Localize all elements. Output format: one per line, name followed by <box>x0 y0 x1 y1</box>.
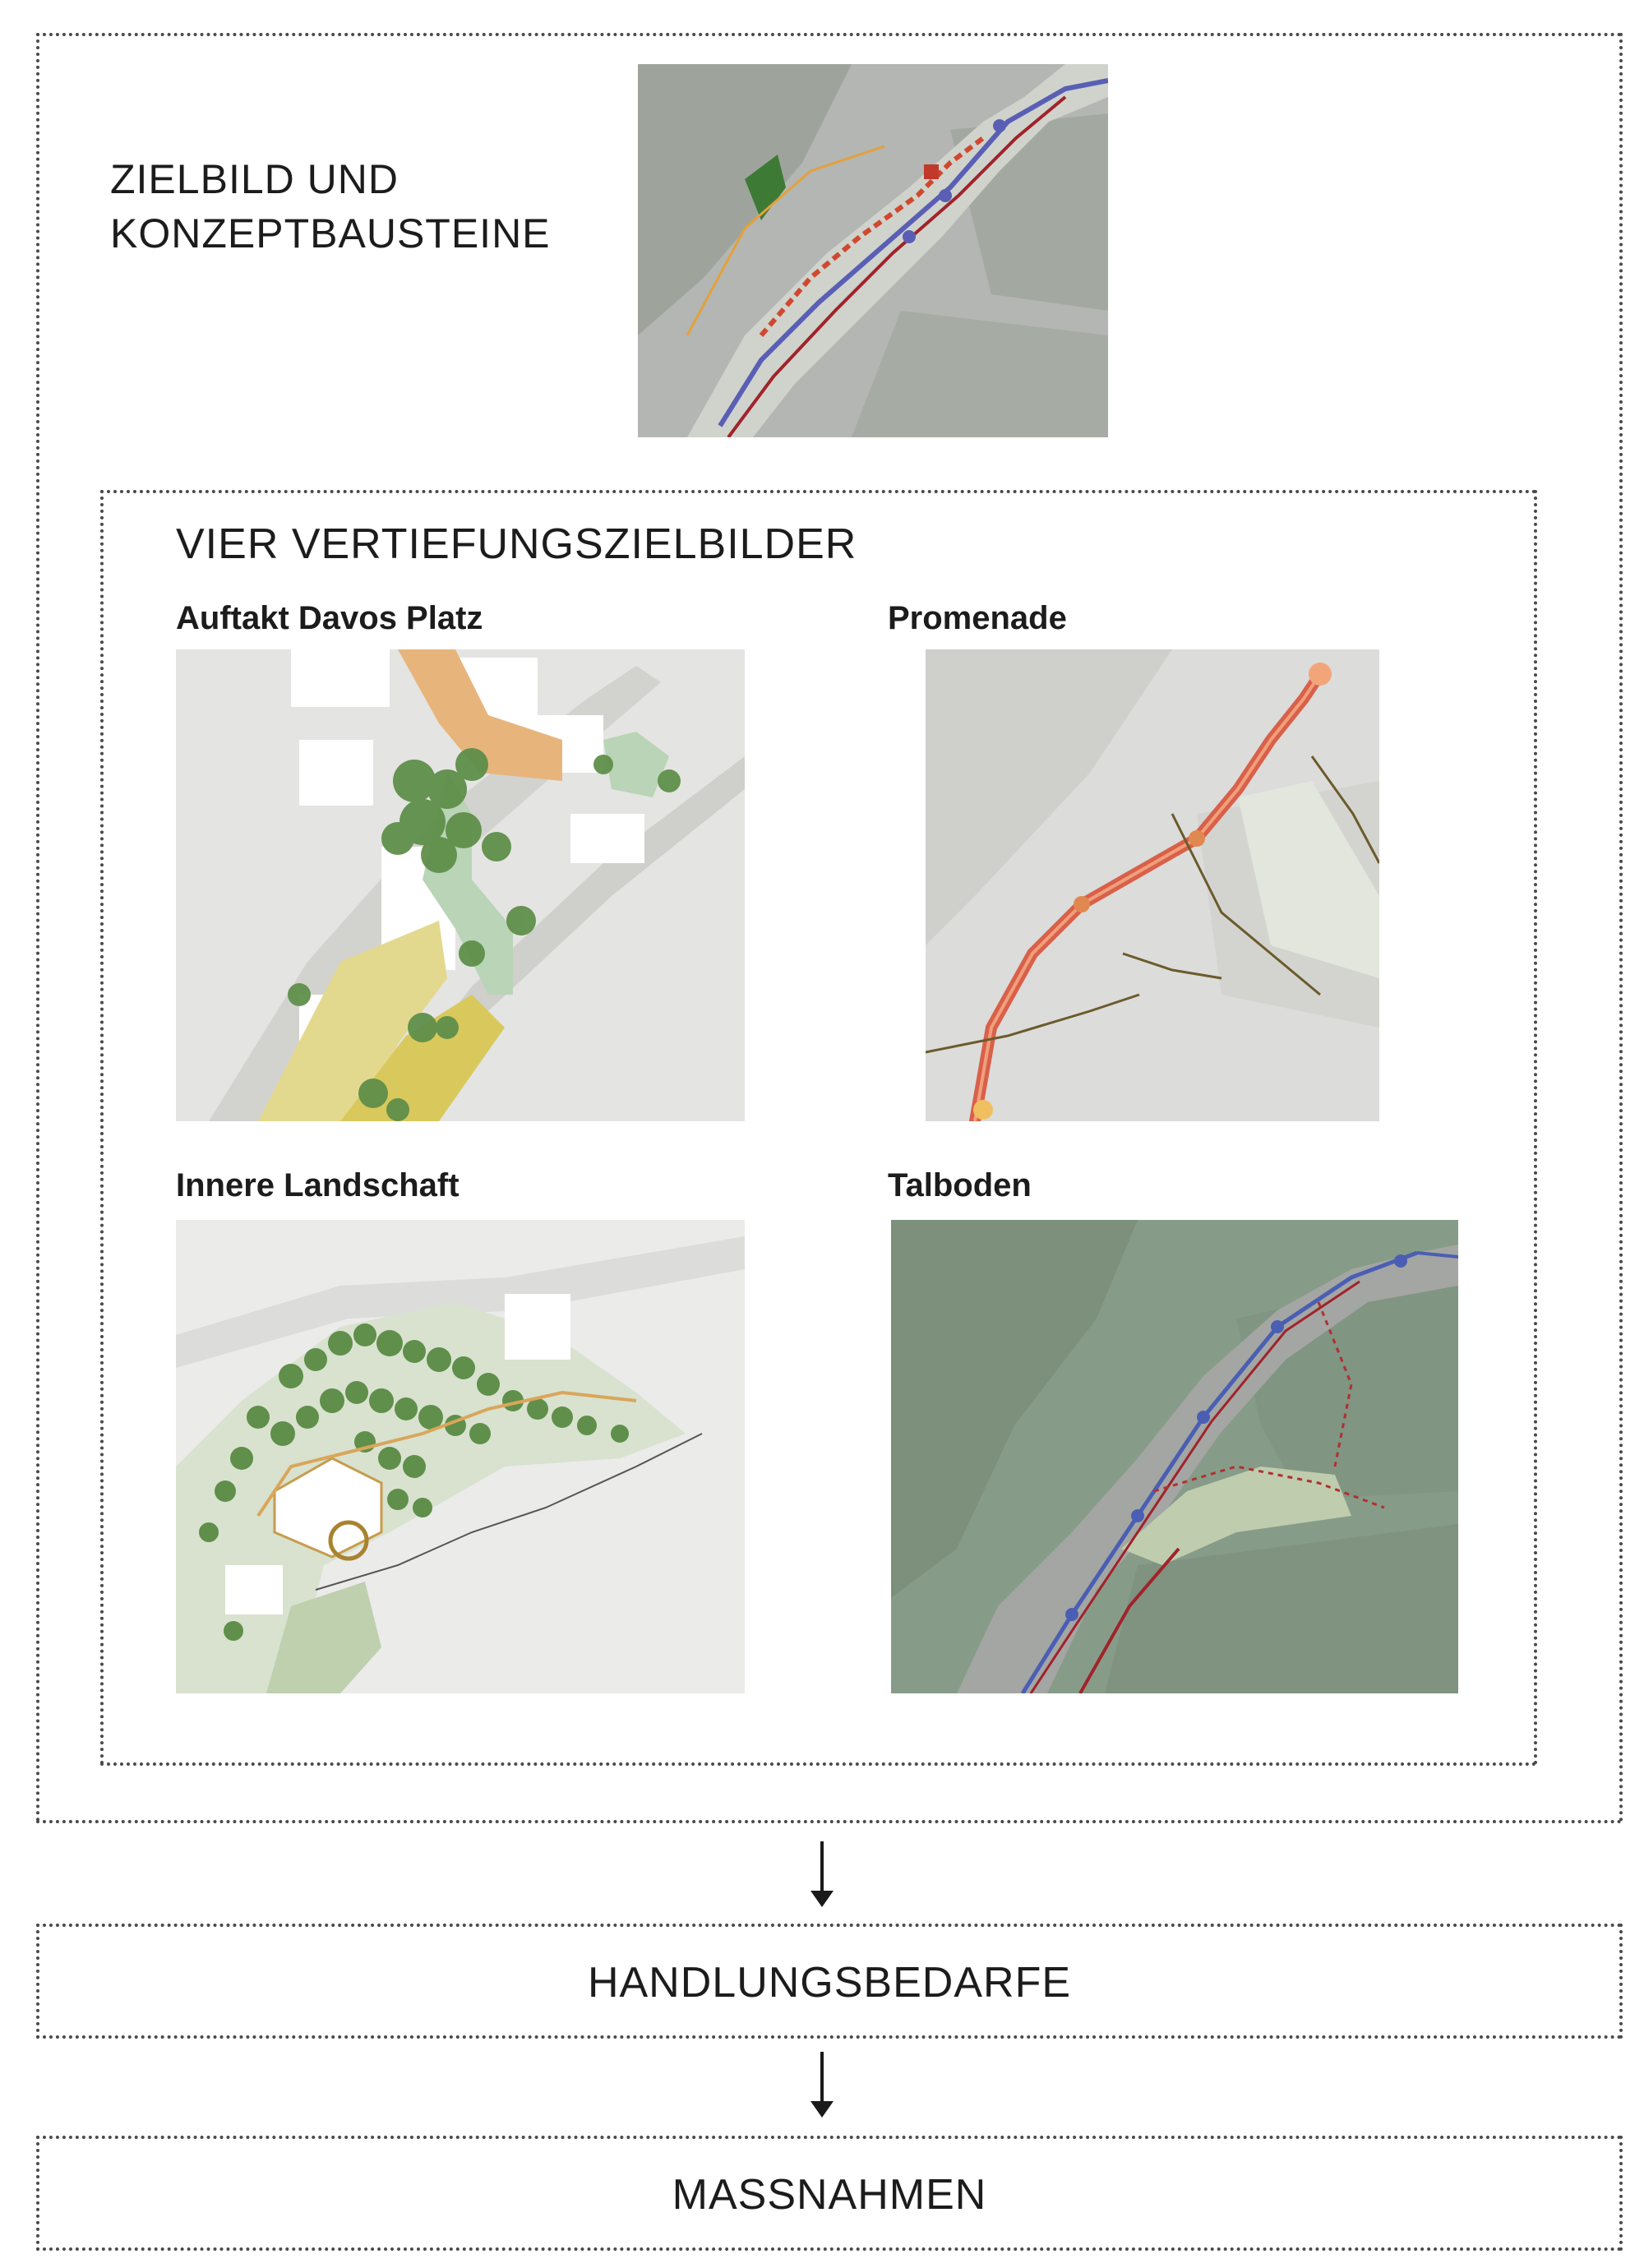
handlungsbedarfe-box <box>36 1924 1623 2039</box>
panel-title-promenade: Promenade <box>888 600 1067 636</box>
flow-arrow-down-2 <box>806 2052 838 2119</box>
zielbild-title-line1: ZIELBILD UND <box>110 156 399 202</box>
overview-map <box>638 64 1108 437</box>
panel-title-innere-landschaft: Innere Landschaft <box>176 1167 459 1203</box>
massnahmen-box <box>36 2136 1623 2251</box>
map-promenade <box>926 649 1379 1121</box>
map-auftakt-davos-platz <box>176 649 745 1121</box>
massnahmen-label: MASSNAHMEN <box>672 2171 987 2219</box>
handlungsbedarfe-label: HANDLUNGSBEDARFE <box>587 1959 1072 2007</box>
vertiefung-title: VIER VERTIEFUNGSZIELBILDER <box>176 520 857 568</box>
map-talboden <box>891 1220 1458 1693</box>
panel-title-auftakt: Auftakt Davos Platz <box>176 600 483 636</box>
panel-title-talboden: Talboden <box>888 1167 1032 1203</box>
zielbild-title-line2: KONZEPTBAUSTEINE <box>110 210 551 256</box>
flow-arrow-down-1 <box>806 1841 838 1909</box>
map-innere-landschaft <box>176 1220 745 1693</box>
zielbild-title <box>110 152 551 261</box>
